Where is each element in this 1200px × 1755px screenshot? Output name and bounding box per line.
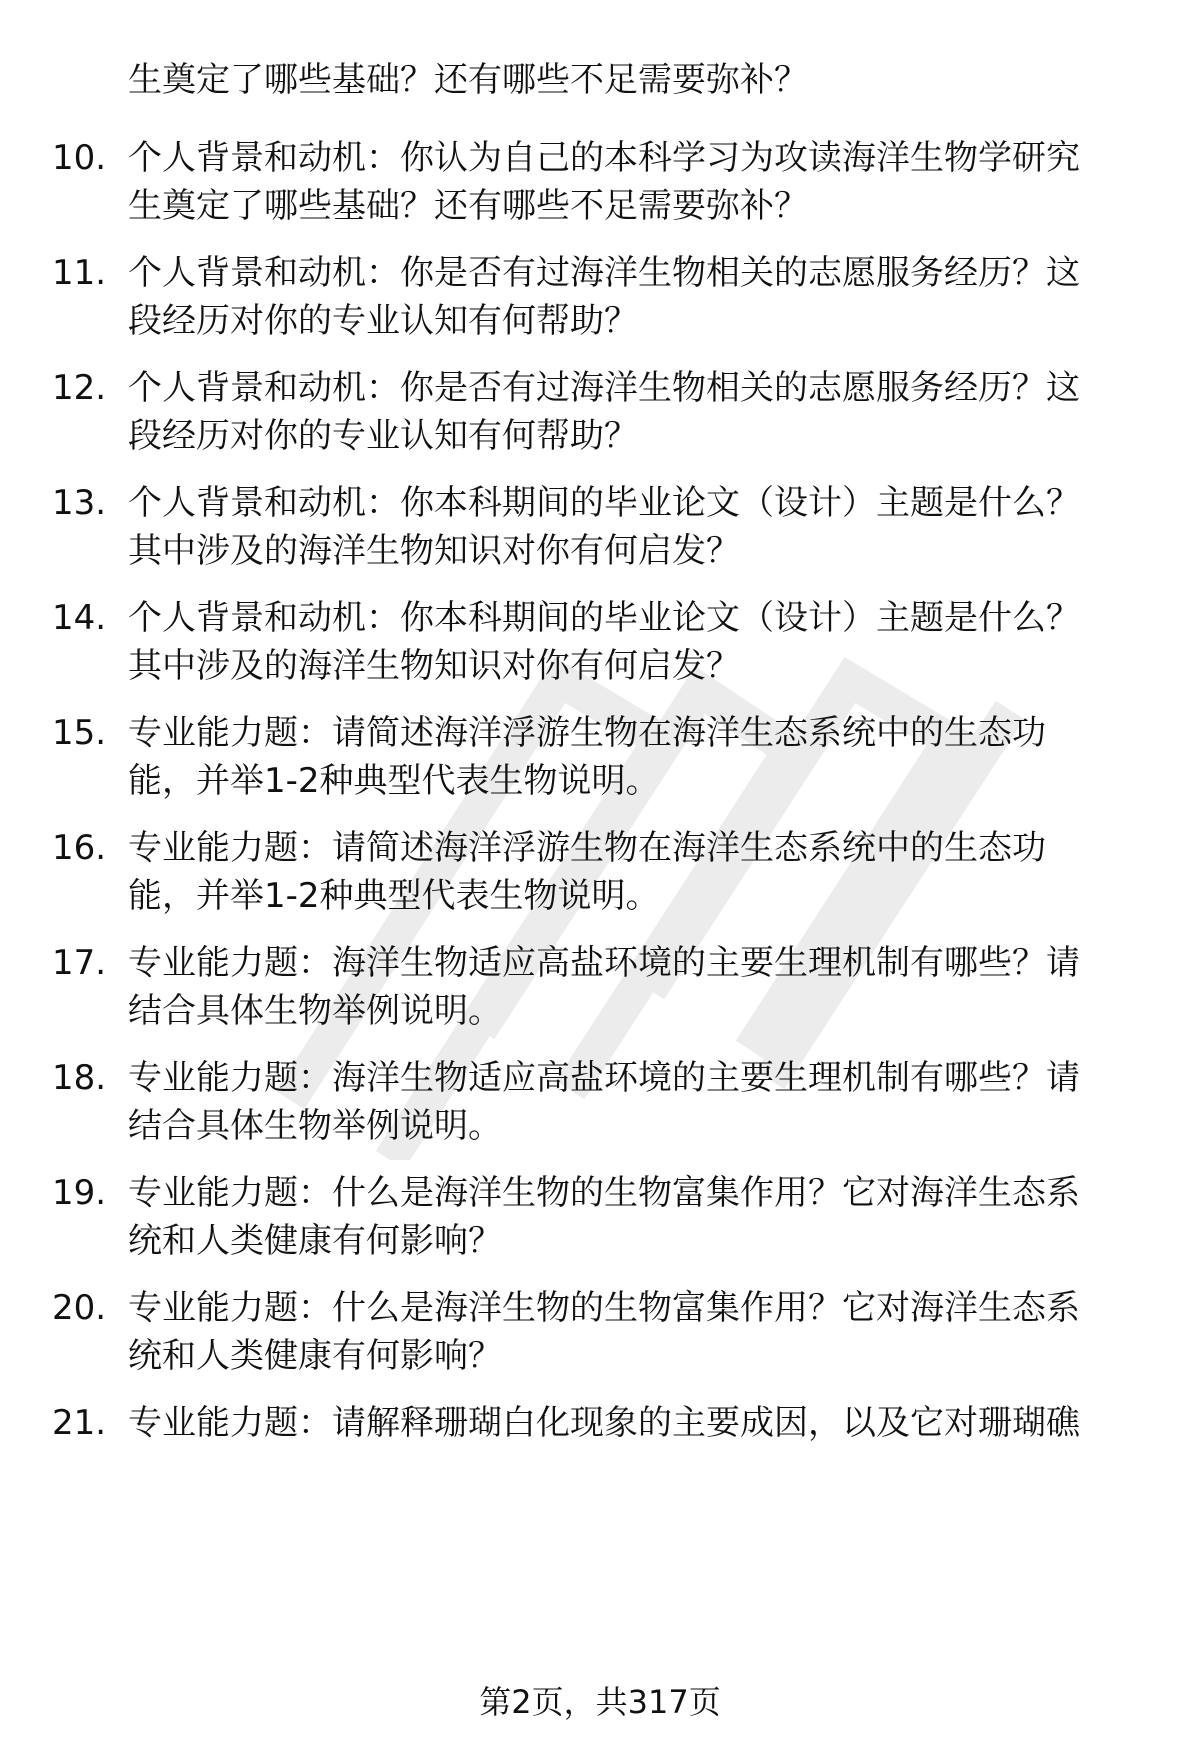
question-number: 16. <box>52 828 107 868</box>
question-text <box>128 1169 1148 1265</box>
question-text-line: 专业能力题：请解释珊瑚白化现象的主要成因，以及它对珊瑚礁 <box>128 1403 1080 1443</box>
question-text-line: 段经历对你的专业认知有何帮助？ <box>128 301 638 341</box>
question-text <box>128 1399 1148 1447</box>
question-text <box>128 594 1148 690</box>
question-text-line: 能，并举1-2种典型代表生物说明。 <box>128 876 660 916</box>
question-text-line: 结合具体生物举例说明。 <box>128 1106 502 1146</box>
question-item <box>0 1399 1200 1499</box>
question-text-line: 专业能力题：海洋生物适应高盐环境的主要生理机制有哪些？请 <box>128 1058 1080 1098</box>
page-footer: 第2页，共317页 <box>479 1683 721 1721</box>
question-text <box>128 709 1148 805</box>
question-number: 11. <box>52 253 107 293</box>
question-number: 17. <box>52 943 107 983</box>
question-item <box>0 1284 1200 1384</box>
question-item <box>0 1054 1200 1154</box>
question-item <box>0 364 1200 464</box>
question-text-line: 个人背景和动机：你本科期间的毕业论文（设计）主题是什么？ <box>128 598 1080 638</box>
question-text-line: 专业能力题：什么是海洋生物的生物富集作用？它对海洋生态系 <box>128 1173 1080 1213</box>
question-text-line: 生奠定了哪些基础？还有哪些不足需要弥补？ <box>128 186 808 226</box>
question-text <box>128 824 1148 920</box>
question-text <box>128 134 1148 230</box>
question-text-line: 个人背景和动机：你认为自己的本科学习为攻读海洋生物学研究 <box>128 138 1080 178</box>
question-item <box>0 709 1200 809</box>
question-text-line: 个人背景和动机：你本科期间的毕业论文（设计）主题是什么？ <box>128 483 1080 523</box>
question-text <box>128 1054 1148 1150</box>
question-text <box>128 479 1148 575</box>
question-number: 15. <box>52 713 107 753</box>
question-text-line: 专业能力题：什么是海洋生物的生物富集作用？它对海洋生态系 <box>128 1288 1080 1328</box>
question-number: 19. <box>52 1173 107 1213</box>
question-item <box>0 249 1200 349</box>
question-text-line: 结合具体生物举例说明。 <box>128 991 502 1031</box>
question-number: 10. <box>52 138 107 178</box>
question-number: 12. <box>52 368 107 408</box>
question-text <box>128 249 1148 345</box>
question-text-line: 统和人类健康有何影响？ <box>128 1336 502 1376</box>
question-item <box>0 594 1200 694</box>
question-text-line: 其中涉及的海洋生物知识对你有何启发？ <box>128 646 740 686</box>
question-text-line: 个人背景和动机：你是否有过海洋生物相关的志愿服务经历？这 <box>128 253 1080 293</box>
question-text-line: 专业能力题：海洋生物适应高盐环境的主要生理机制有哪些？请 <box>128 943 1080 983</box>
question-number: 13. <box>52 483 107 523</box>
question-item <box>0 479 1200 579</box>
question-text <box>128 1284 1148 1380</box>
question-item <box>0 824 1200 924</box>
question-text-line: 其中涉及的海洋生物知识对你有何启发？ <box>128 531 740 571</box>
question-number: 18. <box>52 1058 107 1098</box>
question-text-line: 专业能力题：请简述海洋浮游生物在海洋生态系统中的生态功 <box>128 828 1046 868</box>
question-text-line: 专业能力题：请简述海洋浮游生物在海洋生态系统中的生态功 <box>128 713 1046 753</box>
question-text <box>128 939 1148 1035</box>
question-text-line: 能，并举1-2种典型代表生物说明。 <box>128 761 660 801</box>
question-item <box>0 1169 1200 1269</box>
question-number: 20. <box>52 1288 107 1328</box>
question-text-line: 统和人类健康有何影响？ <box>128 1221 502 1261</box>
continuation-line: 生奠定了哪些基础？还有哪些不足需要弥补？ <box>128 60 808 100</box>
question-text <box>128 364 1148 460</box>
question-number: 14. <box>52 598 107 638</box>
question-number: 21. <box>52 1403 107 1443</box>
question-item <box>0 939 1200 1039</box>
question-text-line: 段经历对你的专业认知有何帮助？ <box>128 416 638 456</box>
question-item <box>0 134 1200 234</box>
question-text-line: 个人背景和动机：你是否有过海洋生物相关的志愿服务经历？这 <box>128 368 1080 408</box>
